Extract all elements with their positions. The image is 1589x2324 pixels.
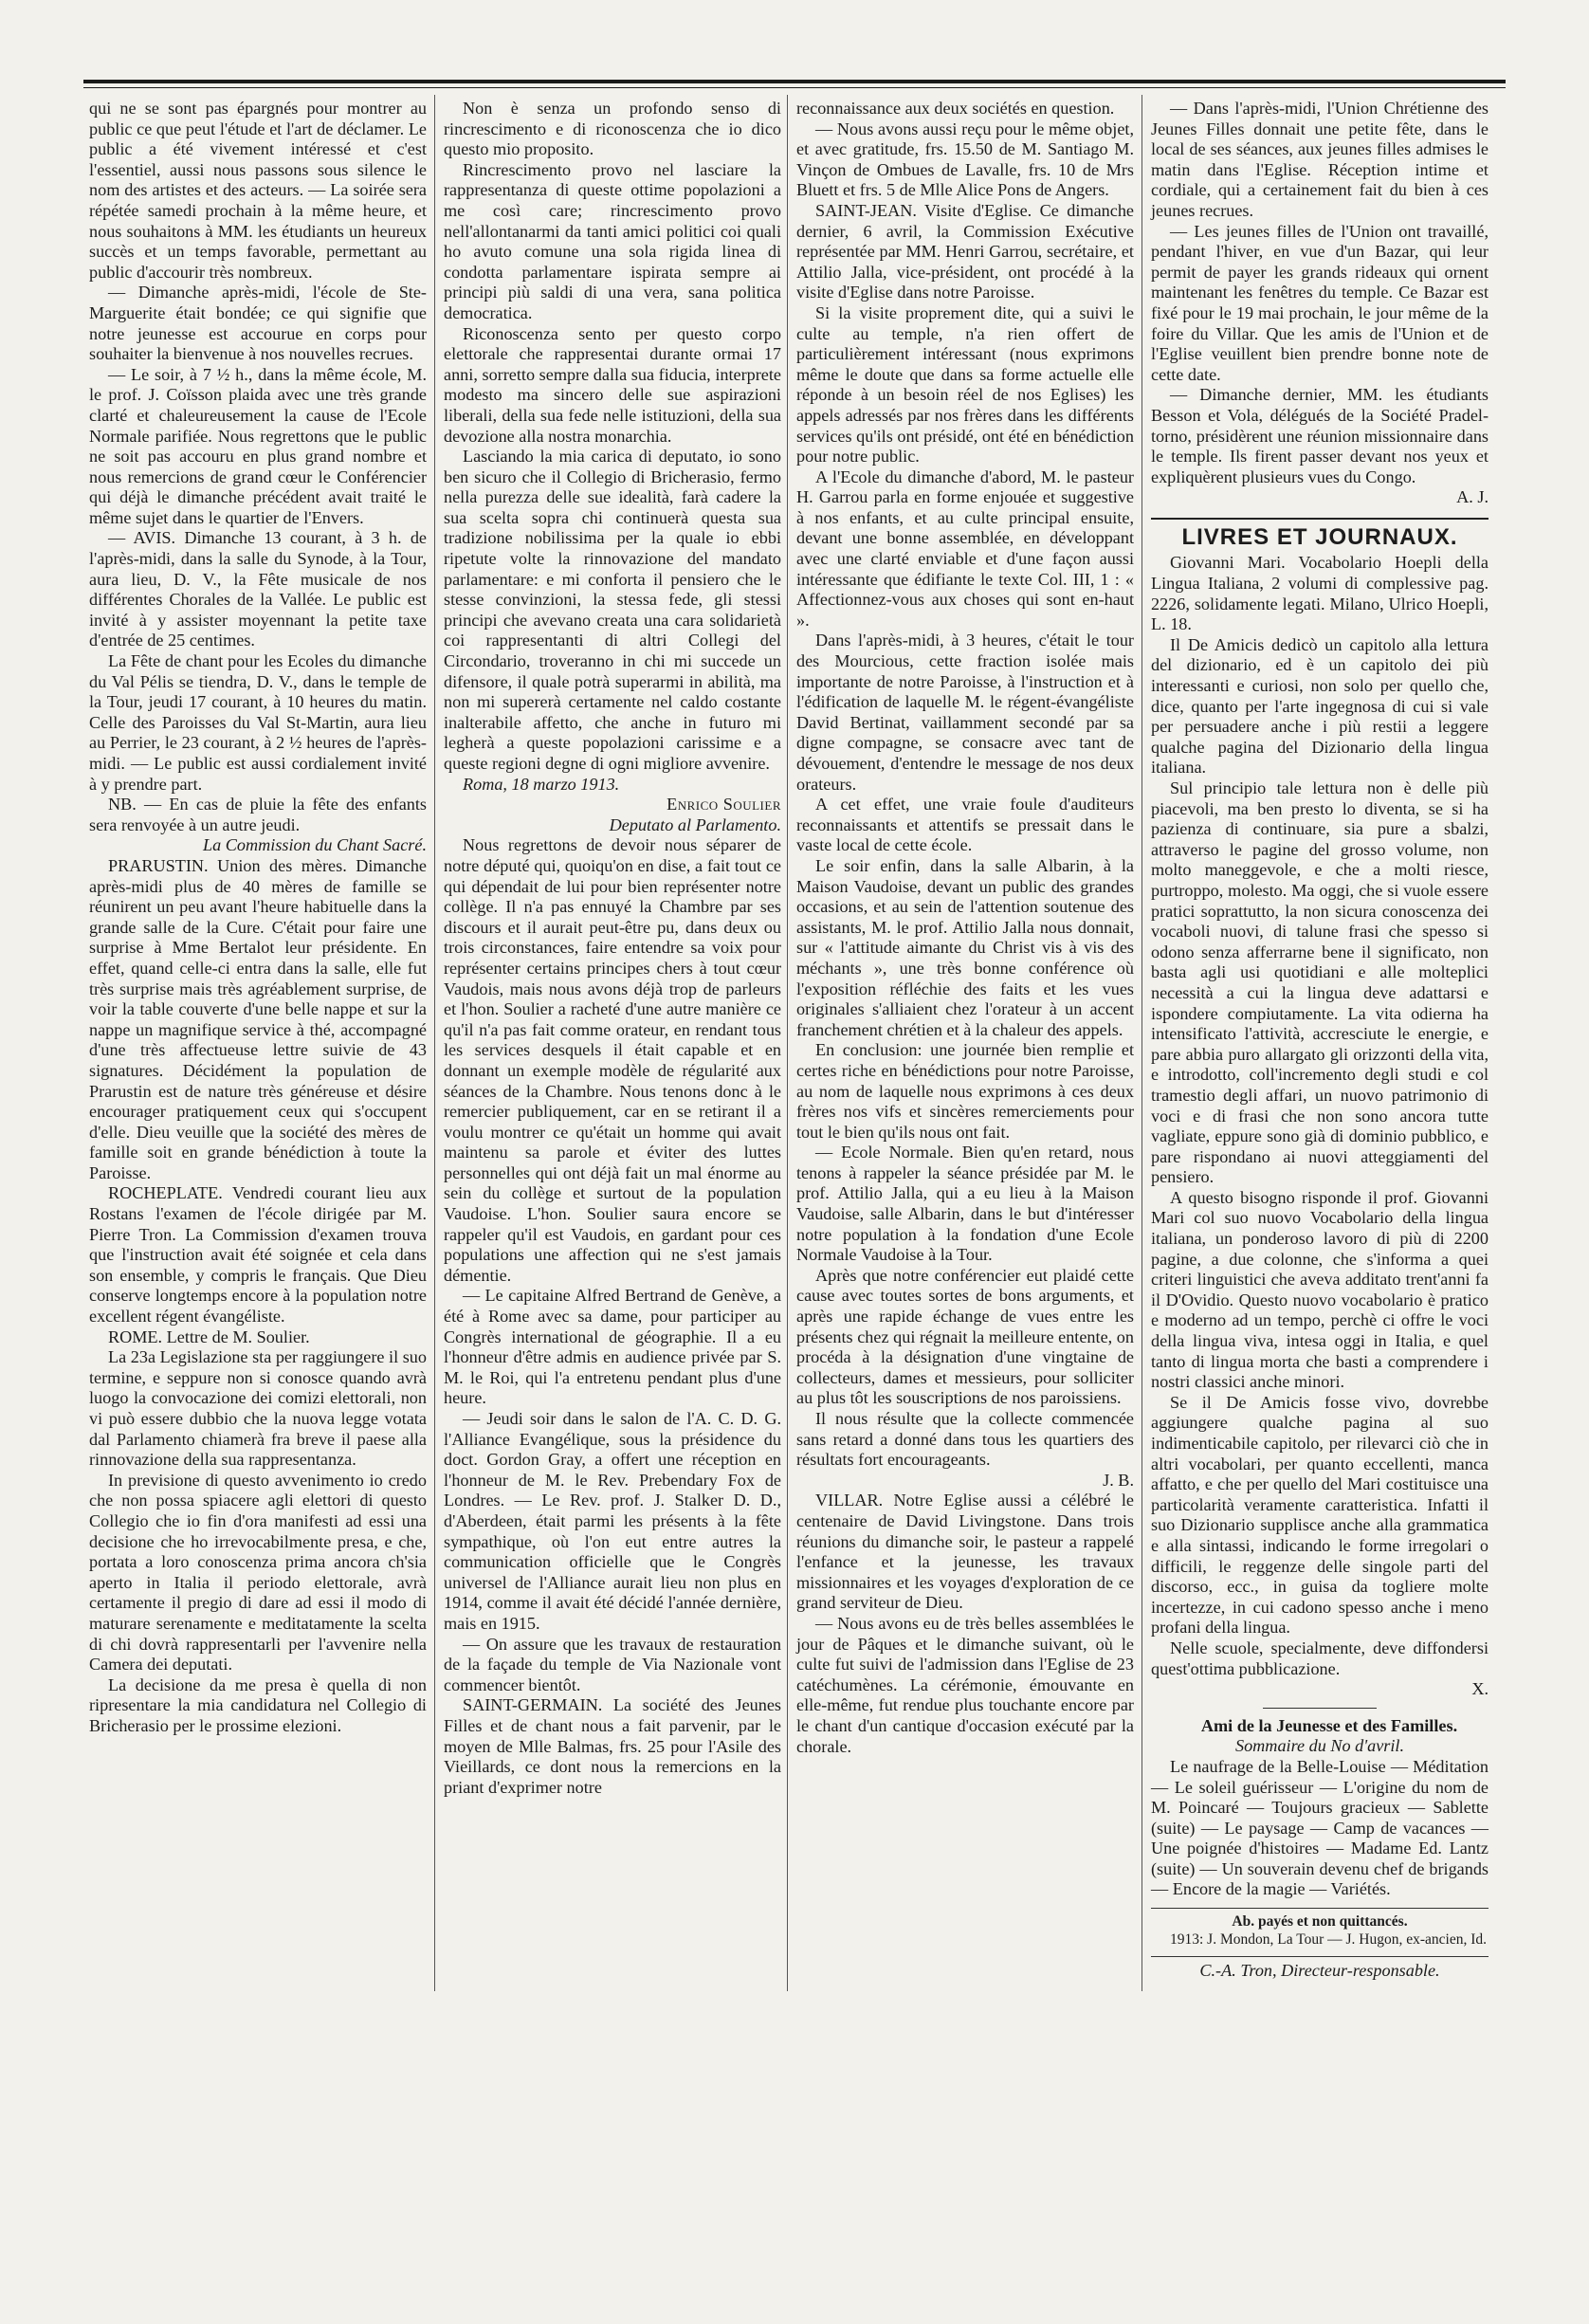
- article-text: — Nous avons eu de très belles assemblées le jour de Pâques et le dimanche suivant, où le culte fut suivi de l'admission dans l'Eglise de 23 catéchumènes. La cérémonie, émouvante en elle-même, fut rendue plus touchante encore par le chant d'un cantique d'occasion exécuté par la chorale.: [796, 1613, 1134, 1756]
- article-text: PRARUSTIN. Union des mères. Dimanche après-midi plus de 40 mères de famille se réunirent un peu avant l'heure habituelle dans la grande salle de la Cure. C'était pour faire une surprise à Mme Bertalot leur présidente. En effet, quand celle-ci entra dans la salle, elle fut très surprise mais très agréablement surprise, de voir la table couverte d'une belle nappe et sur la nappe un magnifique service à thé, accompagné d'une très affectueuse lettre suivie de 43 signatures. Décidément la population de Prarustin est de nature très généreuse et désire encourager pratiquement ceux qui s'occupent d'elle. Dieu veuille que la société des mères de famille soit en grande bénédiction à toute la Paroisse.: [89, 855, 427, 1182]
- magazine-title: Ami de la Jeunesse et des Familles.: [1200, 1715, 1458, 1735]
- column-2: [444, 99, 781, 1798]
- signature: La Commission du Chant Sacré.: [203, 835, 427, 855]
- article-text: Riconoscenza sento per questo corpo elettorale che rappresentai durante ormai 17 anni, sorretto sempre dalla sua fiducia, interprete modesto ma sincero delle sue aspirazioni liberali, della sua fede nelle istituzioni, della sua devozione alla nostra monarchia.: [444, 323, 781, 446]
- editor-signature: C.-A. Tron, Directeur-responsable.: [1199, 1961, 1440, 1981]
- article-text: — Jeudi soir dans le salon de l'A. C. D. G. l'Alliance Evangélique, sous la présidence du doct. Gordon Gray, a offert une réception en l'honneur de M. le Rev. Prebendary Fox de Londres. — Le Rev. prof. J. Stalker D. D., d'Aberdeen, était parmi les présents à la fête sympathique, où l'on eut entre autres la communication officielle que le Congrès universel de l'Alliance aurait lieu non plus en 1914, comme il avait été décidé l'année dernière, mais en 1915.: [444, 1409, 781, 1633]
- article-text: Il De Amicis dedicò un capitolo alla lettura del dizionario, ed è un capitolo dei più interessanti e curiosi, non solo per quello che, dice, quanto per l'arte ingegnosa di cui si vale per persuadere anche i più restii a leggere qualche pagina del Dizionario della lingua italiana.: [1151, 634, 1489, 778]
- article-text: La Fête de chant pour les Ecoles du dimanche du Val Pélis se tiendra, D. V., dans le temple de la Tour, jeudi 17 courant, à 10 heures du matin. Celle des Paroisses du Val St-Martin, aura lieu au Perrier, le 23 courant, à 2 ½ heures de l'après-midi. — Le public est aussi cordialement invité à y prendre part.: [89, 651, 427, 794]
- magazine-subtitle: Sommaire du No d'avril.: [1234, 1736, 1404, 1756]
- divider: [1263, 1708, 1377, 1709]
- article-text: En conclusion: une journée bien remplie et certes riche en bénédictions pour notre Paroisse, au nom de laquelle nous exprimons à ces deux frères nos vifs et sincères remerciements pour tout le bien qu'ils nous ont fait.: [796, 1040, 1134, 1142]
- article-text: qui ne se sont pas épargnés pour montrer au public ce que peut l'étude et l'art de déclamer. Le public a été vivement intéressé et c'est l'essentiel, aussi nous passons sous silence le nom des artistes et des acteurs. — La soirée sera répétée samedi prochain à la même heure, et nous souhaitons à MM. les étudiants un heureux succès et un temps favorable, permettant au public d'accourir très nombreux.: [89, 99, 427, 282]
- article-text: Lasciando la mia carica di deputato, io sono ben sicuro che il Collegio di Bricherasio, fermo nella purezza delle sue idealità, farà cadere la sua scelta sopra chi continuerà questa sua tradizione nobilissima per la quale io ebbi ripetute volte la rinnovazione del mandato parlamentare: e mi conforta il pensiero che le stesse convinzioni, la stessa fede, gli stessi principi che avevano creata una cara solidarietà coi rappresentanti di altri Collegi del Circondario, troveranno in chi mi succede un difensore, il quale potrà superarmi in abilità, ma non mi supererà certamente nel caldo costante inalterabile affetto, che anche in futuro mi legherà a queste popolazioni carissime e a queste regioni degne di ogni migliore avvenire.: [444, 447, 781, 773]
- article-text: In previsione di questo avvenimento io credo che non possa spiacere agli elettori di questo Collegio che io fin d'ora manifesti ad essi una decisione che ho irrevocabilmente presa, e che, portata a loro conoscenza prima ancora ch'sia aperto in Italia il periodo elettorale, avrà certamente il pregio di dare ad essi il modo di maturare serenamente e meditatamente la scelta di chi dovrà rappresentarli per l'avvenire nella Camera dei deputati.: [89, 1470, 427, 1674]
- article-text: — Les jeunes filles de l'Union ont travaillé, pendant l'hiver, en vue d'un Bazar, qui leur permit de payer les grands rideaux qui ornent maintenant les fenêtres du temple. Ce Bazar est fixé pour le 19 mai prochain, le jour même de la foire du Villar. Que les amis de l'Union et de l'Eglise veuillent bien prendre bonne note de cette date.: [1151, 221, 1489, 384]
- signature: Enrico Soulier: [667, 795, 781, 814]
- book-entry: Giovanni Mari. Vocabolario Hoepli della Lingua Italiana, 2 volumi di complessive pag. 2226, solidamente legati. Milano, Ulrico Hoepli, L. 18.: [1151, 553, 1489, 634]
- column-4: [1151, 99, 1489, 1982]
- article-text: Dans l'après-midi, à 3 heures, c'était le tour des Mourcious, cette fraction isolée mais importante de notre Paroisse, à l'instruction et à l'édification de laquelle M. le régent-évangéliste David Bertinat, vaillamment secondé par sa digne compagne, se consacre avec tant de dévouement, d'entendre le message de nos deux orateurs.: [796, 631, 1134, 794]
- article-text: Si la visite proprement dite, qui a suivi le culte au temple, n'a rien offert de particulièrement intéressant (nous exprimons même le doute que dans sa forme actuelle elle réponde à un besoin réel de nos Eglises) les appels adressés par nos frères dans les différents services qu'ils ont présidé, ont été en bénédiction pour notre public.: [796, 302, 1134, 467]
- top-rule-thin: [83, 87, 1506, 88]
- article-text: A questo bisogno risponde il prof. Giovanni Mari col suo nuovo Vocabolario della lingua italiana, un ponderoso lavoro di più di 2200 pagine, a due colonne, che s'informa a quei criteri linguistici che aveva additato trent'anni fa il D'Ovidio. Questo nuovo vocabolario è pratico e moderno ad un tempo, perchè ci offre le voci della lingua viva, intesa oggi in Italia, e quel tanto di lingua morta che basti a comprendere i nostri classici anche minori.: [1151, 1187, 1489, 1392]
- top-rule-thick: [83, 80, 1506, 83]
- article-text: Rincrescimento provo nel lasciare la rappresentanza di queste ottime popolazioni a me così care; rincrescimento provo nell'allontanarmi da tanti amici politici coi quali ho avuto comune una sola rigida linea di condotta parlamentare ispirata sempre ai principi più saldi di una vera, sana politica democratica.: [444, 159, 781, 322]
- footer-text: 1913: J. Mondon, La Tour — J. Hugon, ex-ancien, Id.: [1170, 1931, 1487, 1949]
- column-1: [89, 99, 427, 1737]
- article-text: VILLAR. Notre Eglise aussi a célébré le centenaire de David Livingstone. Dans trois réunions du dimanche soir, le pasteur a rappelé l'enfance et la jeunesse, les travaux missionnaires et les voyages d'exploration de ce grand serviteur de Dieu.: [796, 1491, 1134, 1613]
- article-text: Se il De Amicis fosse vivo, dovrebbe aggiungere qualche pagina al suo indimenticabile capitolo, per rilevarci ciò che in altri vocabolari, per quanto eccellenti, manca affatto, e che per quello del Mari costituisce una particolarità veramente caratteristica. Infatti il suo Dizionario supplisce anche alla grammatica e alla sintassi, indicando le forme irregolari o difficili, le reggenze delle singole parti del discorso, ecc., in guisa da togliere molte incertezze, in cui cadono spesso anche i meno profani della lingua.: [1151, 1392, 1489, 1638]
- article-text: Après que notre conférencier eut plaidé cette cause avec toutes sortes de bons arguments, et après une rapide échange de vues entre les présents chez qui régnait la meilleure entente, on procéda à la désignation d'une vingtaine de collecteurs, dames et messieurs, pour solliciter au plus tôt les souscriptions de nos paroissiens.: [796, 1265, 1134, 1408]
- article-text: — Dimanche après-midi, l'école de Ste-Marguerite était bondée; ce qui signifie que notre jeunesse est accourue en corps pour souhaiter la bienvenue à nos nouvelles recrues.: [89, 283, 427, 364]
- article-text: — Ecole Normale. Bien qu'en retard, nous tenons à rappeler la séance présidée par M. le prof. Attilio Jalla, qui a eu lieu à la Maison Vaudoise, salle Albarin, dans le but d'intéresser notre population à la fondation d'une Ecole Normale Vaudoise à la Tour.: [796, 1143, 1134, 1265]
- footer-heading: Ab. payés et non quittancés.: [1232, 1913, 1408, 1931]
- article-text: Le soir enfin, dans la salle Albarin, à la Maison Vaudoise, devant un public des grandes occasions, et au sein de l'attention soutenue des assistants, M. le prof. Attilio Jalla nous donnait, sur « l'attitude aimante du Christ vis à vis des méchants », une très bonne conférence où l'exposition réfléchie des faits et les vues originales s'alliaient chez l'orateur à un accent franchement chrétien et à la chaleur des appels.: [796, 855, 1134, 1039]
- column-divider-1: [434, 95, 435, 1991]
- article-text: A cet effet, une vraie foule d'auditeurs reconnaissants et attentifs se pressait dans le vaste local de cette école.: [796, 795, 1134, 855]
- article-text: — Le capitaine Alfred Bertrand de Genève, a été à Rome avec sa dame, pour participer au Congrès international de géographie. Il a eu l'honneur d'être admis en audience privée par S. M. le Roi, qui l'a entretenu pendant plus d'une heure.: [444, 1286, 781, 1408]
- section-heading: LIVRES ET JOURNAUX.: [1151, 518, 1489, 548]
- article-text: SAINT-GERMAIN. La société des Jeunes Filles et de chant nous a fait parvenir, par le moyen de Mlle Balmas, frs. 25 pour l'Asile des Vieillards, ce dont nous la remercions en la priant d'exprimer notre: [444, 1695, 781, 1797]
- article-text: — Dimanche dernier, MM. les étudiants Besson et Vola, délégués de la Société Pradel-torno, présidèrent une réunion missionnaire dans le temple. Ils firent passer devant nos yeux et expliquèrent plusieurs vues du Congo.: [1151, 385, 1489, 486]
- column-3: [796, 99, 1134, 1757]
- article-text: Sul principio tale lettura non è delle più piacevoli, ma ben presto lo diventa, se si ha pazienza di continuare, sia pure a sbalzi, attraverso le pagine del grosso volume, non molto maneggevole, e che a molti riesce, purtroppo, molesto. Ma oggi, che si vuole essere pratici soprattutto, la non sicura conoscenza dei vocaboli nuovi, di talune frasi che spesso si odono senza afferrarne bene il significato, non basta agli usi quotidiani e alle molteplici necessità a cui la lingua deve adattarsi e ispondere compiutamente. La vita odierna ha intensificato l'attività, accresciute le energie, e pare abbia puro allargato gli orizzonti della vita, e introdotto, coll'incremento degli studi e col tramestio degli affari, un nuovo patrimonio di voci e di frasi che non sono ancora tutte vagliate, eppure sono già di dominio pubblico, e pare rispondano ai nuovi atteggiamenti del pensiero.: [1151, 778, 1489, 1187]
- article-text: — Dans l'après-midi, l'Union Chrétienne des Jeunes Filles donnait une petite fête, dans le local de ses séances, aux jeunes filles admises le matin dans l'Eglise. Réception intime et cordiale, qui a certainement fait du bien à ces jeunes recrues.: [1151, 99, 1489, 220]
- column-divider-2: [787, 95, 788, 1991]
- article-text: La 23a Legislazione sta per raggiungere il suo termine, e seppure non si conosce quando avrà luogo la convocazione dei comizi elettorali, non vi può essere dubbio che la nuova legge votata dal Parlamento chiamerà fra breve il paese alla rinnovazione della sua rappresentanza.: [89, 1347, 427, 1470]
- article-text: SAINT-JEAN. Visite d'Eglise. Ce dimanche dernier, 6 avril, la Commission Exécutive représentée par MM. Henri Garrou, secrétaire, et Attilio Jalla, vice-président, ont procédé à la visite d'Eglise dans notre Paroisse.: [796, 200, 1134, 302]
- signature: X.: [1471, 1679, 1489, 1699]
- article-text: NB. — En cas de pluie la fête des enfants sera renvoyée à un autre jeudi.: [89, 795, 427, 834]
- article-heading: ROME. Lettre de M. Soulier.: [108, 1327, 310, 1346]
- article-text: reconnaissance aux deux sociétés en question.: [796, 99, 1115, 118]
- article-text: La decisione da me presa è quella di non ripresentare la mia candidatura nel Collegio di Bricherasio per le prossime elezioni.: [89, 1674, 427, 1735]
- article-text: Nous regrettons de devoir nous séparer de notre député qui, quoiqu'on en dise, a fait tout ce qui dépendait de lui pour bien représenter notre collège. Il n'a pas ennuyé la Chambre par ses discours et il aurait peut-être pu, dans deux ou trois circonstances, faire entendre sa voix pour représenter certains principes chers à tout cœur Vaudois, mais nous avons déjà trop de parleurs et l'hon. Soulier a racheté d'une autre manière ce qu'il n'a pas fait comme orateur, en rendant tous les services desquels il était capable et en donnant un exemple modèle de régularité aux séances de la Chambre. Nous tenons donc à le remercier publiquement, car en se retirant il a voulu montrer ce qu'était un homme qui avait maintenu sa parole et éviter des luttes personnelles qui ont déjà fait un mal énorme au sein du collège et surtout de la population Vaudoise. L'hon. Soulier saura encore se rappeler qu'il est Vaudois, en gardant pour ces populations une affection qui ne s'est jamais démentie.: [444, 835, 781, 1285]
- signature-title: Deputato al Parlamento.: [609, 814, 781, 834]
- signature: J. B.: [1103, 1470, 1134, 1490]
- article-text: — AVIS. Dimanche 13 courant, à 3 h. de l'après-midi, dans la salle du Synode, à la Tour, aura lieu, D. V., la Fête musicale de nos différentes Chorales de la Vallée. Le public est invité à y assister moyennant la petite taxe d'entrée de 25 centimes.: [89, 528, 427, 650]
- divider: [1151, 1908, 1489, 1909]
- divider: [1151, 1956, 1489, 1957]
- article-text: — Le soir, à 7 ½ h., dans la même école, M. le prof. J. Coïsson plaida avec une très grande clarté et chaleureusement la cause de l'Ecole Normale parifiée. Nous regrettons que le public ne soit pas accouru en plus grand nombre et nous remercions de grand cœur le Conférencier qui déjà le dimanche précédent avait traité le même sujet dans le quartier de l'Envers.: [89, 364, 427, 527]
- article-text: A l'Ecole du dimanche d'abord, M. le pasteur H. Garrou parla en forme enjouée et suggestive à nos enfants, et au culte principal ensuite, devant une bonne assemblée, en développant avec une clarté enviable et d'une façon aussi intéressante que édifiante le texte Col. III, 1 : « Affectionnez-vous aux choses qui sont en-haut ».: [796, 467, 1134, 630]
- article-text: — On assure que les travaux de restauration de la façade du temple de Via Nazionale vont commencer bientôt.: [444, 1634, 781, 1694]
- article-text: ROCHEPLATE. Vendredi courant lieu aux Rostans l'examen de l'école dirigée par M. Pierre Tron. La Commission d'examen trouva que l'instruction avait été soignée et cela dans son ensemble, y compris le français. Que Dieu conserve longtemps encore à la population notre excellent régent évangéliste.: [89, 1183, 427, 1327]
- article-text: — Nous avons aussi reçu pour le même objet, et avec gratitude, frs. 15.50 de M. Santiago M. Vinçon de Ombues de Lavalle, frs. 10 de Mrs Bluett et frs. 5 de Mlle Alice Pons de Angers.: [796, 119, 1134, 200]
- article-text: Il nous résulte que la collecte commencée sans retard a donné dans tous les quartiers des résultats fort encourageants.: [796, 1409, 1134, 1470]
- letter-date: Roma, 18 marzo 1913.: [463, 774, 620, 794]
- article-text: Nelle scuole, specialmente, deve diffondersi quest'ottima pubblicazione.: [1151, 1638, 1489, 1678]
- article-text: Le naufrage de la Belle-Louise — Méditation — Le soleil guérisseur — L'origine du nom de M. Poincaré — Toujours gracieux — Sablette (suite) — Le paysage — Camp de vacances — Une poignée d'histoires — Madame Ed. Lantz (suite) — Un souverain devenu chef de brigands — Encore de la magie — Variétés.: [1151, 1756, 1489, 1899]
- signature: A. J.: [1456, 487, 1489, 507]
- article-text: Non è senza un profondo senso di rincrescimento e di riconoscenza che io dico questo mio proposito.: [444, 99, 781, 159]
